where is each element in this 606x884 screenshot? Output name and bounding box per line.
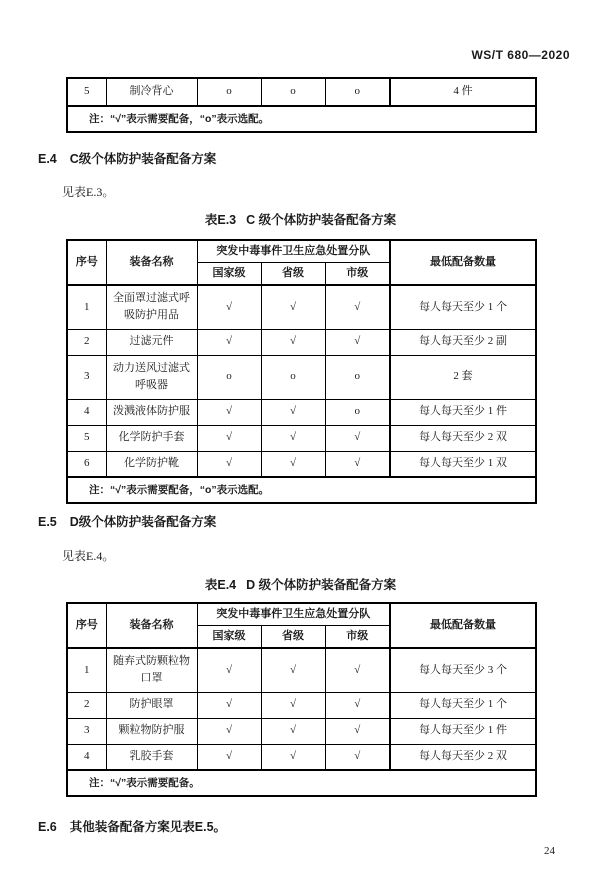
header-seq: 序号 — [67, 603, 106, 648]
cell-national: √ — [197, 692, 261, 718]
section-body-e4: 见表E.3。 — [62, 185, 115, 199]
table-row — [67, 355, 536, 399]
cell-provincial: √ — [261, 744, 325, 770]
table-row — [67, 399, 536, 425]
cell-provincial: √ — [261, 692, 325, 718]
cell-national: √ — [197, 399, 261, 425]
cell-equipment-name: 制冷背心 — [106, 78, 197, 106]
table-row — [67, 744, 536, 770]
table-note: 注：“√”表示需要配备。 — [67, 770, 536, 796]
cell-equipment-name: 乳胶手套 — [106, 744, 197, 770]
cell-equipment-name: 颗粒物防护服 — [106, 718, 197, 744]
carryover-table — [66, 77, 537, 133]
cell-municipal: √ — [325, 451, 390, 477]
cell-seq: 6 — [67, 451, 106, 477]
cell-seq: 5 — [67, 78, 106, 106]
cell-equipment-name: 化学防护手套 — [106, 425, 197, 451]
cell-quantity: 4 件 — [390, 78, 536, 106]
table-row — [67, 329, 536, 355]
cell-equipment-name: 全面罩过滤式呼吸防护用品 — [106, 285, 197, 329]
header-provincial: 省级 — [261, 262, 325, 285]
cell-quantity: 2 套 — [390, 355, 536, 399]
header-seq: 序号 — [67, 240, 106, 285]
cell-equipment-name: 泼溅液体防护服 — [106, 399, 197, 425]
cell-seq: 4 — [67, 744, 106, 770]
cell-quantity: 每人每天至少 2 双 — [390, 425, 536, 451]
cell-provincial: o — [261, 355, 325, 399]
table-e3 — [66, 239, 537, 504]
table-row — [67, 425, 536, 451]
cell-national: √ — [197, 648, 261, 692]
cell-quantity: 每人每天至少 1 件 — [390, 399, 536, 425]
header-equipment-name: 装备名称 — [106, 240, 197, 285]
section-heading-e6 — [38, 817, 226, 835]
cell-national: o — [197, 355, 261, 399]
cell-national: √ — [197, 285, 261, 329]
caption-title: C 级个体防护装备配备方案 — [246, 213, 397, 227]
table-row — [67, 78, 536, 106]
table-note: 注：“√”表示需要配备，“o”表示选配。 — [67, 106, 536, 132]
cell-seq: 2 — [67, 329, 106, 355]
cell-quantity: 每人每天至少 3 个 — [390, 648, 536, 692]
table-note-row — [67, 477, 536, 503]
caption-label: 表E.4 — [204, 578, 237, 592]
section-title: 其他装备配备方案见表E.5。 — [69, 820, 227, 834]
cell-seq: 2 — [67, 692, 106, 718]
cell-municipal: √ — [325, 692, 390, 718]
cell-municipal: o — [325, 355, 390, 399]
cell-provincial: √ — [261, 425, 325, 451]
cell-municipal: √ — [325, 718, 390, 744]
header-provincial: 省级 — [261, 625, 325, 648]
cell-provincial: √ — [261, 285, 325, 329]
cell-provincial: √ — [261, 329, 325, 355]
table-row — [67, 718, 536, 744]
cell-provincial: √ — [261, 648, 325, 692]
cell-equipment-name: 随弃式防颗粒物口罩 — [106, 648, 197, 692]
cell-provincial: √ — [261, 399, 325, 425]
section-number: E.6 — [38, 820, 57, 834]
section-title: D级个体防护装备配备方案 — [69, 515, 217, 529]
table-e4 — [66, 602, 537, 797]
cell-municipal: √ — [325, 425, 390, 451]
section-number: E.4 — [38, 152, 57, 166]
cell-seq: 3 — [67, 718, 106, 744]
section-heading-e4 — [38, 149, 216, 167]
cell-equipment-name: 防护眼罩 — [106, 692, 197, 718]
cell-municipal: √ — [325, 744, 390, 770]
doc-code-header: WS/T 680—2020 — [471, 48, 570, 62]
cell-municipal: √ — [325, 648, 390, 692]
cell-seq: 5 — [67, 425, 106, 451]
header-national: 国家级 — [197, 262, 261, 285]
header-team-group: 突发中毒事件卫生应急处置分队 — [197, 603, 390, 625]
cell-seq: 4 — [67, 399, 106, 425]
table-row — [67, 451, 536, 477]
table-note-row — [67, 106, 536, 132]
table-row — [67, 285, 536, 329]
table-e3-caption — [66, 210, 535, 228]
cell-seq: 1 — [67, 285, 106, 329]
cell-provincial: o — [261, 78, 325, 106]
cell-quantity: 每人每天至少 2 双 — [390, 744, 536, 770]
table-row — [67, 648, 536, 692]
cell-quantity: 每人每天至少 2 副 — [390, 329, 536, 355]
cell-quantity: 每人每天至少 1 件 — [390, 718, 536, 744]
cell-national: √ — [197, 329, 261, 355]
cell-equipment-name: 化学防护靴 — [106, 451, 197, 477]
cell-municipal: √ — [325, 285, 390, 329]
cell-seq: 1 — [67, 648, 106, 692]
cell-seq: 3 — [67, 355, 106, 399]
header-municipal: 市级 — [325, 625, 390, 648]
cell-equipment-name: 动力送风过滤式呼吸器 — [106, 355, 197, 399]
table-row — [67, 692, 536, 718]
table-note: 注：“√”表示需要配备，“o”表示选配。 — [67, 477, 536, 503]
cell-quantity: 每人每天至少 1 个 — [390, 285, 536, 329]
header-equipment-name: 装备名称 — [106, 603, 197, 648]
page-number: 24 — [544, 845, 555, 857]
table-header-row-1 — [67, 603, 536, 625]
table-header-row-1 — [67, 240, 536, 262]
header-quantity: 最低配备数量 — [390, 603, 536, 648]
section-heading-e5 — [38, 512, 216, 530]
header-team-group: 突发中毒事件卫生应急处置分队 — [197, 240, 390, 262]
header-quantity: 最低配备数量 — [390, 240, 536, 285]
cell-municipal: o — [325, 78, 390, 106]
cell-municipal: √ — [325, 329, 390, 355]
header-municipal: 市级 — [325, 262, 390, 285]
section-number: E.5 — [38, 515, 57, 529]
table-note-row — [67, 770, 536, 796]
cell-municipal: o — [325, 399, 390, 425]
cell-quantity: 每人每天至少 1 个 — [390, 692, 536, 718]
cell-national: o — [197, 78, 261, 106]
caption-title: D 级个体防护装备配备方案 — [246, 578, 397, 592]
cell-national: √ — [197, 718, 261, 744]
cell-provincial: √ — [261, 718, 325, 744]
cell-national: √ — [197, 744, 261, 770]
caption-label: 表E.3 — [204, 213, 237, 227]
section-body-e5: 见表E.4。 — [62, 549, 115, 563]
table-e4-caption — [66, 575, 535, 593]
header-national: 国家级 — [197, 625, 261, 648]
cell-national: √ — [197, 425, 261, 451]
cell-quantity: 每人每天至少 1 双 — [390, 451, 536, 477]
cell-equipment-name: 过滤元件 — [106, 329, 197, 355]
section-title: C级个体防护装备配备方案 — [69, 152, 217, 166]
cell-provincial: √ — [261, 451, 325, 477]
cell-national: √ — [197, 451, 261, 477]
